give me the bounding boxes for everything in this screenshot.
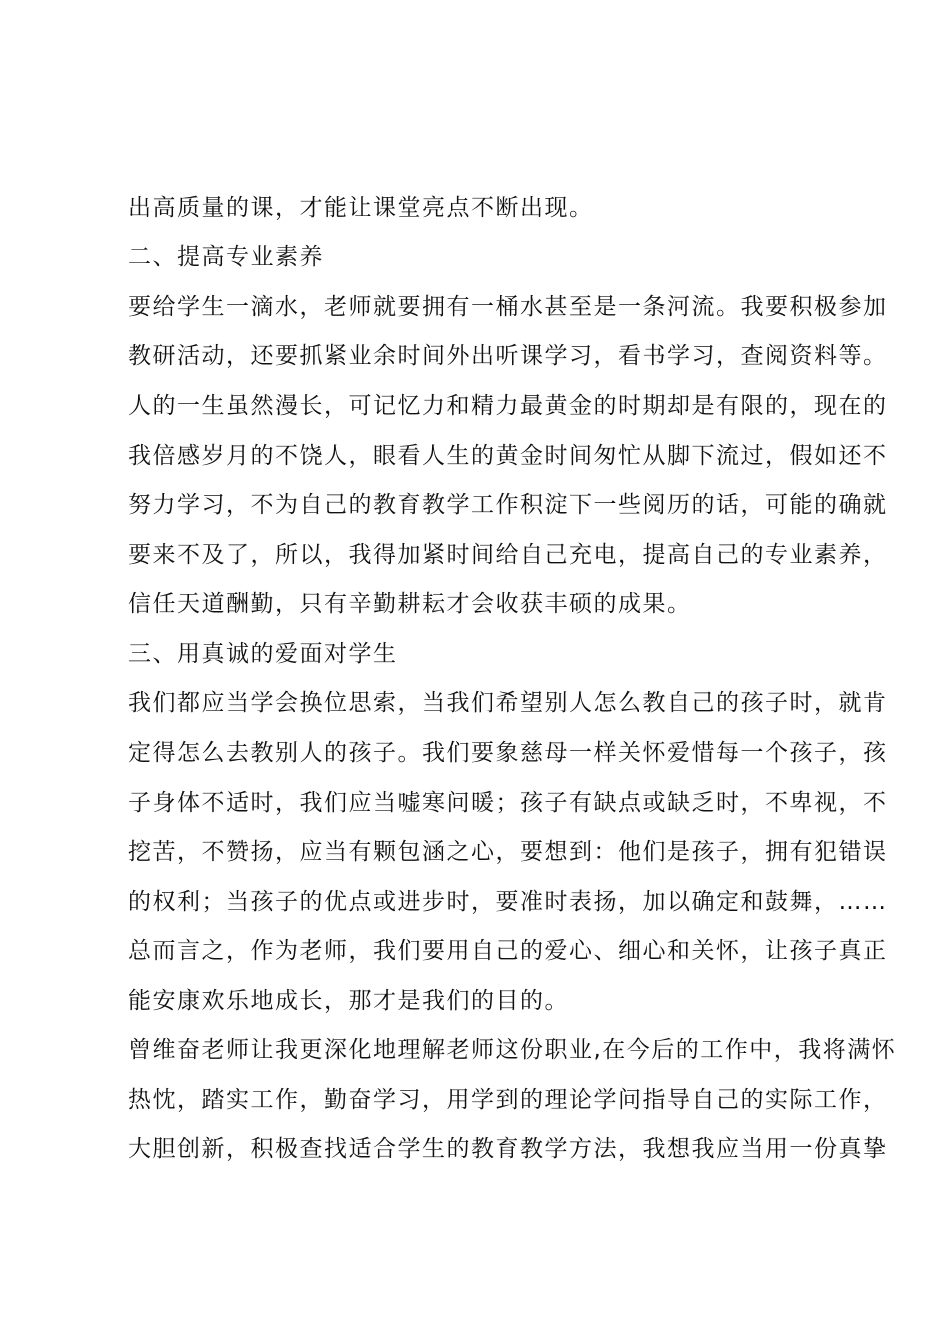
paragraph-line: 我倍感岁月的不饶人，眼看人生的黄金时间匆忙从脚下流过，假如还不: [128, 443, 888, 469]
paragraph-line: 人的一生虽然漫长，可记忆力和精力最黄金的时期却是有限的，现在的: [128, 393, 888, 419]
paragraph-line: 教研活动，还要抓紧业余时间外出听课学习，看书学习，查阅资料等。: [128, 343, 888, 369]
paragraph-line: 要来不及了，所以，我得加紧时间给自己充电，提高自己的专业素养，: [128, 542, 888, 568]
paragraph-line: 总而言之，作为老师，我们要用自己的爱心、细心和关怀，让孩子真正: [128, 938, 888, 964]
paragraph-line: 出高质量的课，才能让课堂亮点不断出现。: [128, 195, 594, 221]
section-heading: 二、提高专业素养: [128, 244, 324, 270]
paragraph-line: 我们都应当学会换位思索，当我们希望别人怎么教自己的孩子时，就肯: [128, 690, 888, 716]
paragraph-line: 定得怎么去教别人的孩子。我们要象慈母一样关怀爱惜每一个孩子，孩: [128, 740, 888, 766]
paragraph-line: 子身体不适时，我们应当嘘寒问暖；孩子有缺点或缺乏时，不卑视，不: [128, 790, 888, 816]
paragraph-line: 能安康欢乐地成长，那才是我们的目的。: [128, 988, 569, 1014]
section-heading: 三、用真诚的爱面对学生: [128, 641, 398, 667]
paragraph-line: 大胆创新，积极查找适合学生的教育教学方法，我想我应当用一份真挚: [128, 1136, 888, 1162]
paragraph-line: 曾维奋老师让我更深化地理解老师这份职业,在今后的工作中，我将满怀: [128, 1037, 897, 1063]
paragraph-line: 努力学习，不为自己的教育教学工作积淀下一些阅历的话，可能的确就: [128, 492, 888, 518]
paragraph-line: 挖苦，不赞扬，应当有颗包涵之心，要想到：他们是孩子，拥有犯错误: [128, 839, 888, 865]
paragraph-line: 热忱，踏实工作，勤奋学习，用学到的理论学问指导自己的实际工作，: [128, 1087, 888, 1113]
paragraph-line: 信任天道酬勤，只有辛勤耕耘才会收获丰硕的成果。: [128, 591, 692, 617]
paragraph-line: 要给学生一滴水，老师就要拥有一桶水甚至是一条河流。我要积极参加: [128, 294, 888, 320]
paragraph-line: 的权利；当孩子的优点或进步时，要准时表扬，加以确定和鼓舞，……: [128, 889, 888, 915]
